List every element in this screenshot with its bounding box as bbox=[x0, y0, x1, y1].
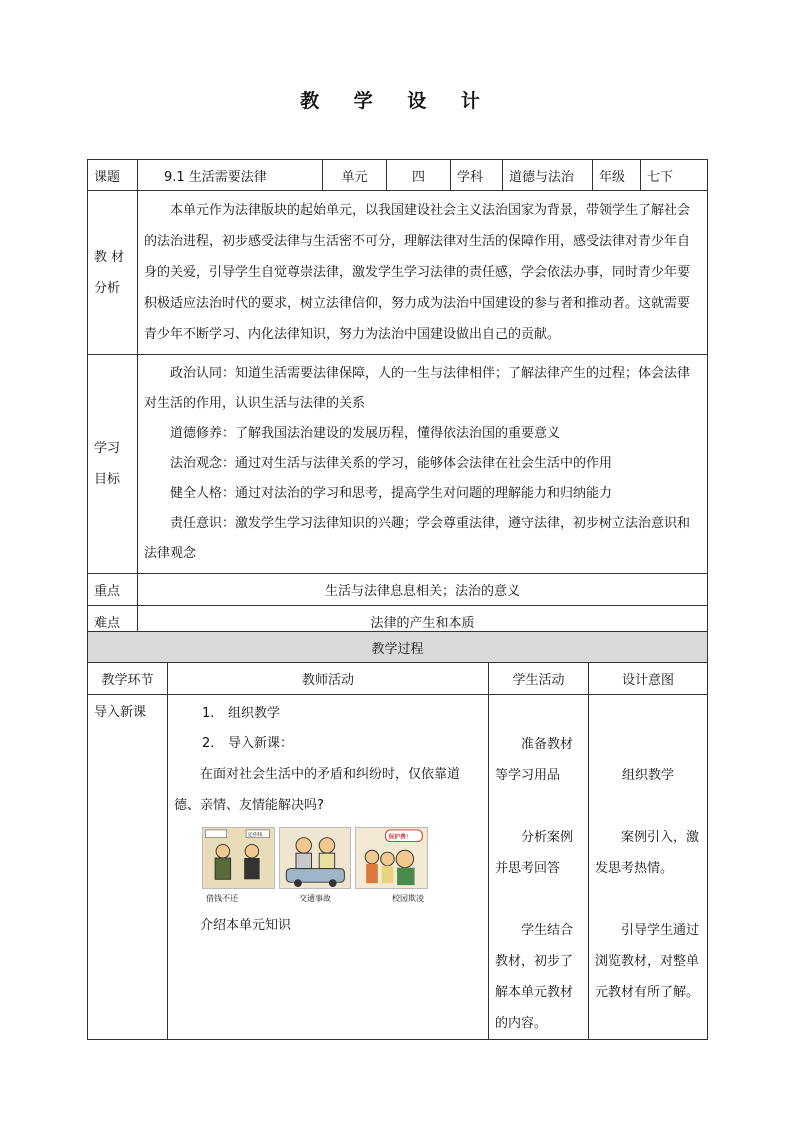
lesson-info-table bbox=[87, 159, 708, 638]
grade-label: 年级 bbox=[593, 160, 641, 191]
key-point-label: 重点 bbox=[88, 574, 138, 606]
objective-item: 健全人格：通过对法治的学习和思考，提高学生对问题的理解能力和归纳能力 bbox=[170, 486, 613, 501]
objective-item: 责任意识：激发学生学习法律知识的兴趣；学会尊重法律，遵守法律，初步树立法治意识和法律观念 bbox=[144, 516, 691, 561]
cartoon-panel-debt bbox=[202, 827, 275, 889]
analysis-label: 教 材 分析 bbox=[88, 191, 138, 355]
case-illustration bbox=[202, 827, 428, 904]
objective-item: 政治认同：知道生活需要法律保障，人的一生与法律相伴；了解法律产生的过程；体会法律对生活的作用，认识生活与法律的关系 bbox=[144, 366, 691, 411]
grade-value: 七下 bbox=[641, 160, 708, 191]
column-header: 教学环节 bbox=[88, 663, 168, 695]
list-text: 导入新课： bbox=[228, 736, 294, 751]
student-activity-cell bbox=[489, 695, 589, 1040]
key-point-text: 生活与法律息息相关；法治的意义 bbox=[138, 574, 708, 606]
design-intent: 组织教学 bbox=[622, 768, 675, 783]
topic-label: 课题 bbox=[88, 160, 138, 191]
column-header: 教师活动 bbox=[168, 663, 489, 695]
list-number: 2. bbox=[202, 736, 215, 751]
difficult-point-text: 法律的产生和本质 bbox=[138, 606, 708, 638]
image-caption: 借钱不还 bbox=[206, 894, 238, 903]
design-intent: 案例引入，激发思考热情。 bbox=[595, 830, 700, 876]
image-caption: 交通事故 bbox=[299, 894, 331, 903]
bullying-cartoon-image bbox=[356, 828, 427, 888]
column-header: 学生活动 bbox=[489, 663, 589, 695]
objective-item: 法治观念：通过对生活与法律关系的学习，能够体会法律在社会生活中的作用 bbox=[170, 456, 613, 471]
column-header: 设计意图 bbox=[589, 663, 708, 695]
debt-cartoon-image bbox=[203, 828, 274, 888]
topic-value: 9.1 生活需要法律 bbox=[138, 160, 323, 191]
cartoon-panel-traffic bbox=[279, 827, 352, 889]
image-caption: 校园欺凌 bbox=[392, 894, 424, 903]
document-title: 教 学 设 计 bbox=[300, 90, 494, 112]
stage-cell bbox=[88, 695, 168, 1040]
bubble-text: 保护费！ bbox=[388, 834, 412, 841]
unit-value: 四 bbox=[387, 160, 451, 191]
process-heading: 教学过程 bbox=[88, 632, 708, 663]
design-intent-cell bbox=[589, 695, 708, 1040]
list-item bbox=[174, 729, 482, 759]
traffic-cartoon-image bbox=[280, 828, 351, 888]
unit-label: 单元 bbox=[323, 160, 387, 191]
list-item bbox=[174, 699, 482, 729]
subject-label: 学科 bbox=[451, 160, 503, 191]
student-activity: 分析案例并思考回答 bbox=[495, 830, 574, 876]
design-intent: 引导学生通过浏览教材，对整单元教材有所了解。 bbox=[595, 923, 700, 1000]
difficult-point-label: 难点 bbox=[88, 606, 138, 638]
student-activity: 准备教材等学习用品 bbox=[495, 737, 574, 783]
intro-text: 介绍本单元知识 bbox=[200, 918, 292, 933]
list-text: 组织教学 bbox=[228, 706, 281, 721]
teaching-process-table bbox=[87, 631, 708, 1040]
objective-item: 道德修养：了解我国法治建设的发展历程，懂得依法治国的重要意义 bbox=[170, 426, 561, 441]
objectives-label: 学习 目标 bbox=[88, 355, 138, 574]
teacher-activity-cell bbox=[168, 695, 489, 1040]
lead-in-question: 在面对社会生活中的矛盾和纠纷时，仅依靠道德、亲情、友情能解决吗? bbox=[174, 767, 461, 813]
student-activity: 学生结合教材，初步了解本单元教材的内容。 bbox=[495, 923, 574, 1031]
analysis-text: 本单元作为法律版块的起始单元，以我国建设社会主义法治国家为背景，带领学生了解社会的法治进程，初步感受法律与生活密不可分，理解法律对生活的保障作用，感受法律对青少年自身的关爱，引导学生自觉尊崇法律，激发学生学习法律的责任感，学会依法办事，同时青少年要积极适应法治时代的要求，树立法律信仰，努力成为法治中国建设的参与者和推动者。这就需要青少年不断学习、内化法律知识，努力为法治中国建设做出自己的贡献。 bbox=[144, 203, 691, 342]
stage-label: 导入新课 bbox=[94, 705, 147, 720]
subject-value: 道德与法治 bbox=[503, 160, 593, 191]
list-number: 1. bbox=[202, 706, 215, 721]
cartoon-panel-bullying bbox=[355, 827, 428, 889]
bubble-text: 还你钱 bbox=[248, 833, 263, 839]
